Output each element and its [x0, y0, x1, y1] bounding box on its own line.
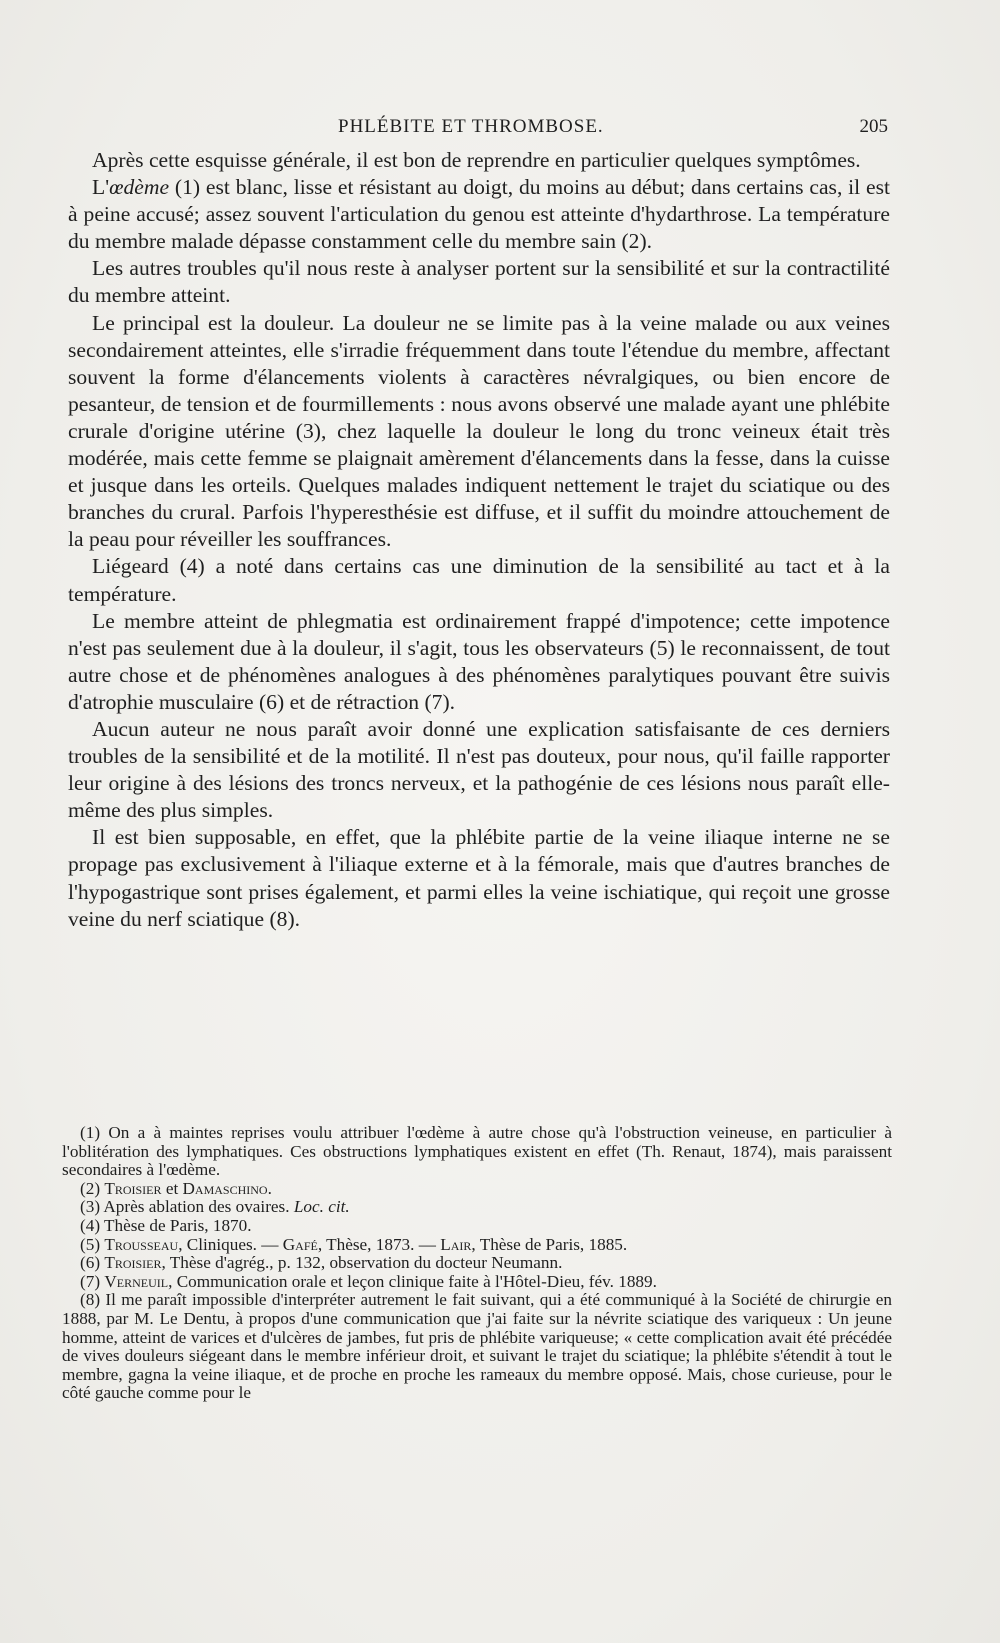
paragraph-4 — [68, 310, 890, 554]
paragraph-3-text: Les autres troubles qu'il nous reste à analyser portent sur la sensibilité et sur la contractilité du membre atteint. — [68, 256, 890, 308]
paragraph-2-text-c: . — [646, 229, 653, 254]
footnote-4-text: (4) Thèse de Paris, 1870. — [80, 1215, 252, 1235]
footnote-3-text: (3) Après ablation des ovaires. — [80, 1197, 294, 1217]
footnote-6-number: (6) — [80, 1253, 105, 1273]
paragraph-4-text-b: , chez laquelle la douleur le long du tronc veineux était très modérée, mais cette femme se plaignait amèrement d'élancements dans la fesse, dans la cuisse et jusque dans les orteils. Quelques malades indiquent nettement le trajet du sciatique ou des branches du crural. Parfois l'hyperesthésie est diffuse, et il suffit du moindre attouchement de la peau pour réveiller les souffrances. — [68, 418, 890, 552]
author-name: Lair — [440, 1234, 472, 1254]
paragraph-8 — [68, 824, 890, 932]
paragraph-7-text: Aucun auteur ne nous paraît avoir donné une explication satisfaisante de ces derniers troubles de la sensibilité et de la motilité. Il n'est pas douteux, pour nous, qu'il faille rapporter leur origine à des lésions des troncs nerveux, et la pathogénie de ces lésions nous paraît elle-même des plus simples. — [68, 716, 890, 823]
paragraph-2-text-b: est blanc, lisse et résistant au doigt, du moins au début; dans certains cas, il est à peine accusé; assez souvent l'articulation du genou est atteinte d'hydarthrose. La température du membre malade dépasse constamment celle du membre sain — [68, 175, 890, 254]
author-name: Troisier — [104, 1178, 162, 1198]
footnote-7-text: , Communication orale et leçon clinique faite à l'Hôtel-Dieu, fév. 1889. — [168, 1271, 657, 1291]
oedeme-term: œdème — [109, 175, 170, 200]
paragraph-1 — [68, 147, 890, 174]
footnote-7 — [62, 1273, 892, 1292]
footnote-ref-4: (4) — [179, 554, 205, 579]
footnote-1-text: (1) On a à maintes reprises voulu attribuer l'œdème à autre chose qu'à l'obstruction veineuse, en particulier à l'oblitération des lymphatiques. Ces obstructions lymphatiques existent en effet (Th. Renaut, 1874), mais paraissent secondaires à l'œdème. — [62, 1123, 892, 1180]
footnote-7-number: (7) — [80, 1271, 105, 1291]
running-title: PHLÉBITE ET THROMBOSE. — [338, 116, 604, 137]
footnote-ref-8: (8) — [269, 906, 295, 931]
footnote-ref-2: (2) — [621, 229, 647, 254]
paragraph-1-text: Après cette esquisse générale, il est bon de reprendre en particulier quelques symptômes. — [92, 148, 861, 172]
paragraph-6-text-b: le reconnaissent, de tout autre chose et de phénomènes analogues à des phénomènes paralytiques pouvant être suivis d'atrophie musculaire — [68, 635, 891, 714]
author-name: Gafé — [282, 1234, 318, 1254]
footnote-ref-1: (1) — [174, 175, 201, 200]
page-number: 205 — [859, 116, 888, 137]
paragraph-2-text-a: L' — [92, 175, 110, 200]
footnote-8 — [62, 1291, 892, 1403]
footnote-ref-3: (3) — [295, 418, 321, 443]
footnote-5 — [62, 1236, 892, 1255]
footnote-3 — [62, 1198, 892, 1217]
paragraph-5 — [68, 553, 890, 607]
paragraph-2 — [68, 174, 890, 255]
paragraph-7 — [68, 716, 890, 824]
footnote-8-text: (8) Il me paraît impossible d'interpréter autrement le fait suivant, qui a été communiqué à la Société de chirurgie en 1888, par M. Le Dentu, à propos d'une communication que j'ai faite sur la névrite sciatique des variqueux : Un jeune homme, atteint de varices et d'ulcères de jambes, fut pris de phlébite variqueuse; « cette complication avait été précédée de vives douleurs siégeant dans le membre inférieur droit, et suivant le trajet du sciatique; la phlébite s'étendit à tout le membre, gagna la veine iliaque, et de proche en proche les rameaux du membre opposé. Mais, chose curieuse, pour le côté gauche comme pour le — [62, 1290, 892, 1403]
paragraph-5-text-b: a noté dans certains cas une diminution de la sensibilité au tact et à la température. — [68, 554, 890, 606]
author-name: Trousseau — [104, 1234, 179, 1254]
paragraph-3 — [68, 255, 890, 309]
footnote-3-citation: Loc. cit. — [293, 1197, 350, 1217]
footnote-1 — [62, 1124, 892, 1180]
footnote-ref-5: (5) — [649, 635, 675, 660]
paragraph-6-text-d: . — [449, 689, 456, 714]
paragraph-8-text-b: . — [294, 906, 301, 931]
footnote-2-conjunction: et — [161, 1178, 183, 1198]
footnote-2-end: . — [267, 1178, 272, 1198]
paragraph-6 — [68, 608, 890, 716]
author-name: Verneuil — [104, 1271, 169, 1291]
footnote-ref-6: (6) — [258, 689, 285, 714]
paragraph-6-text-c: et de rétraction — [284, 689, 425, 714]
footnote-ref-7: (7) — [424, 689, 450, 714]
page-header — [68, 116, 888, 140]
paragraph-5-text-a: Liégeard — [92, 554, 180, 579]
footnote-5-text-a: , Cliniques. — — [178, 1234, 283, 1254]
footnote-2 — [62, 1180, 892, 1199]
footnote-5-text-c: , Thèse de Paris, 1885. — [471, 1234, 628, 1254]
body-text — [68, 147, 890, 933]
footnote-5-number: (5) — [80, 1234, 105, 1254]
footnote-2-number: (2) — [80, 1178, 105, 1198]
paragraph-6-text-a: Le membre atteint de phlegmatia est ordinairement frappé d'impotence; cette impotence n'est pas seulement due à la douleur, il s'agit, tous les observateurs — [68, 608, 890, 660]
footnote-6 — [62, 1254, 892, 1273]
paragraph-8-text-a: Il est bien supposable, en effet, que la phlébite partie de la veine iliaque interne ne se propage pas exclusivement à l'iliaque externe et à la fémorale, mais que d'autres branches de l'hypogastrique sont prises également, et parmi elles la veine ischiatique, qui reçoit une grosse veine du nerf sciatique — [68, 825, 890, 931]
footnote-6-text: , Thèse d'agrég., p. 132, observation du docteur Neumann. — [161, 1253, 563, 1273]
author-name: Troisier — [104, 1253, 162, 1273]
footnote-5-text-b: , Thèse, 1873. — — [317, 1234, 441, 1254]
author-name: Damaschino — [182, 1178, 268, 1198]
paragraph-4-text-a: Le principal est la douleur. La douleur ne se limite pas à la veine malade ou aux veines secondairement atteintes, elle s'irradie fréquemment dans toute l'étendue du membre, affectant souvent la forme d'élancements violents à caractères névralgiques, ou bien encore de pesanteur, de tension et de fourmillements : nous avons observé une malade ayant une phlébite crurale d'origine utérine — [68, 310, 890, 443]
footnotes — [62, 1124, 892, 1403]
footnote-4 — [62, 1217, 892, 1236]
